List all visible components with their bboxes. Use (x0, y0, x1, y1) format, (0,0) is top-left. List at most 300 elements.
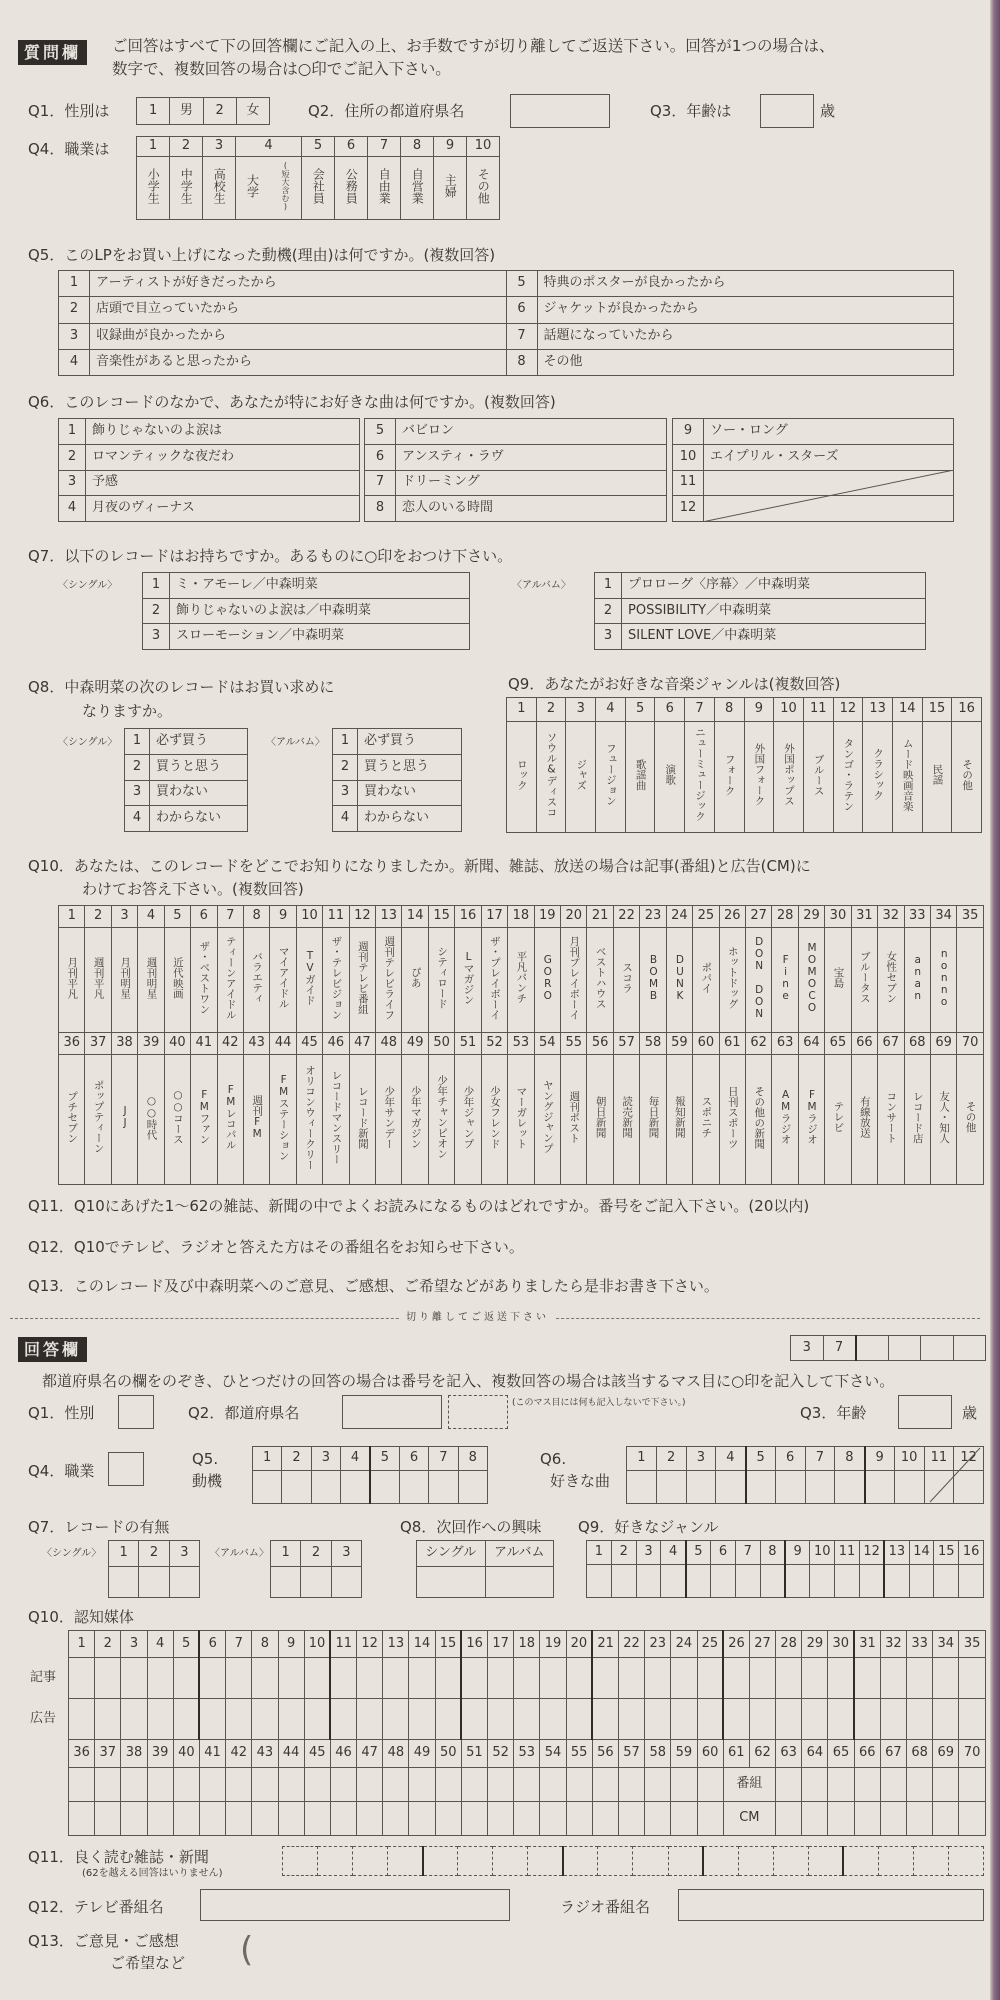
media-num: 7 (217, 906, 243, 928)
grid-cell[interactable] (278, 1699, 304, 1740)
grid-cell[interactable] (835, 1565, 860, 1598)
reading-cell[interactable] (913, 1847, 948, 1876)
grid-cell[interactable] (776, 1699, 802, 1740)
grid-cell[interactable] (671, 1801, 697, 1835)
grid-cell[interactable] (810, 1565, 835, 1598)
media-label-cell (666, 1055, 692, 1185)
code-box[interactable] (856, 1336, 889, 1361)
grid-cell[interactable] (776, 1767, 802, 1801)
grid-cell[interactable] (933, 1699, 959, 1740)
grid-num: 5 (686, 1541, 711, 1565)
sex-answer-box[interactable] (118, 1395, 154, 1429)
reading-cell[interactable] (423, 1847, 458, 1876)
grid-cell[interactable] (330, 1801, 356, 1835)
media-label: ザ・プレイボーイ (488, 935, 501, 1020)
grid-cell[interactable] (169, 1567, 199, 1598)
grid-cell[interactable] (854, 1658, 880, 1699)
q7-num: 1 (595, 573, 622, 599)
grid-num: 37 (95, 1740, 121, 1767)
grid-cell[interactable] (933, 1658, 959, 1699)
grid-cell[interactable] (95, 1801, 121, 1835)
reading-cell[interactable] (808, 1847, 843, 1876)
media-num: 70 (957, 1033, 984, 1055)
grid-cell[interactable] (147, 1767, 173, 1801)
grid-cell[interactable] (488, 1699, 514, 1740)
grid-cell[interactable] (865, 1471, 895, 1504)
grid-cell[interactable] (435, 1767, 461, 1801)
grid-cell[interactable] (514, 1767, 540, 1801)
grid-cell[interactable] (697, 1658, 723, 1699)
grid-cell[interactable] (399, 1471, 428, 1504)
radio-program-field[interactable] (678, 1889, 984, 1921)
q7-title: ミ・アモーレ／中森明菜 (170, 573, 470, 599)
media-label: スポニチ (700, 1096, 713, 1139)
grid-cell[interactable] (357, 1767, 383, 1801)
code-box[interactable] (953, 1336, 986, 1361)
grid-cell[interactable] (383, 1801, 409, 1835)
genre-label: その他 (961, 758, 974, 791)
grid-cell[interactable] (749, 1658, 775, 1699)
grid-cell[interactable] (880, 1801, 906, 1835)
media-num: 60 (693, 1033, 719, 1055)
grid-cell[interactable] (458, 1471, 487, 1504)
grid-cell[interactable] (636, 1565, 661, 1598)
grid-num: 45 (304, 1740, 330, 1767)
job-label: 高校生 (212, 167, 227, 204)
grid-cell[interactable] (959, 1801, 986, 1835)
grid-cell[interactable] (671, 1767, 697, 1801)
grid-cell[interactable] (370, 1471, 399, 1504)
media-num: 10 (296, 906, 322, 928)
genre-label: タンゴ・ラテン (842, 737, 855, 812)
grid-cell[interactable] (383, 1767, 409, 1801)
reading-cell[interactable] (563, 1847, 598, 1876)
a-q6-label: Q6. (540, 1450, 567, 1468)
reading-cell[interactable] (528, 1847, 563, 1876)
grid-cell[interactable] (540, 1801, 566, 1835)
reading-cell[interactable] (283, 1847, 318, 1876)
genre-label: 民謡 (931, 764, 944, 786)
grid-cell[interactable] (697, 1801, 723, 1835)
grid-cell[interactable] (252, 1699, 278, 1740)
grid-cell[interactable] (884, 1565, 909, 1598)
grid-cell[interactable] (880, 1699, 906, 1740)
grid-cell[interactable] (226, 1801, 252, 1835)
grid-cell[interactable] (488, 1801, 514, 1835)
q6-song: 予感 (86, 470, 360, 496)
grid-cell[interactable] (488, 1658, 514, 1699)
grid-cell[interactable] (226, 1699, 252, 1740)
reading-cell[interactable] (773, 1847, 808, 1876)
grid-cell[interactable] (435, 1699, 461, 1740)
media-label: テレビ (832, 1101, 845, 1133)
grid-cell[interactable] (252, 1801, 278, 1835)
media-num: 62 (745, 1033, 771, 1055)
grid-cell[interactable] (304, 1801, 330, 1835)
reading-cell[interactable] (738, 1847, 773, 1876)
grid-num: 32 (880, 1631, 906, 1658)
media-num: 69 (930, 1033, 956, 1055)
grid-cell[interactable] (311, 1471, 340, 1504)
grid-cell[interactable] (661, 1565, 686, 1598)
genre-answer-grid (586, 1540, 984, 1598)
genre-label-cell (863, 722, 893, 833)
code-box[interactable] (921, 1336, 954, 1361)
grid-cell[interactable] (711, 1565, 736, 1598)
a-q5-sub: 動機 (192, 1472, 223, 1490)
code-box[interactable] (888, 1336, 921, 1361)
grid-cell[interactable] (828, 1767, 854, 1801)
grid-cell[interactable] (627, 1471, 657, 1504)
genre-label-cell (655, 722, 685, 833)
a-q11-label: Q11．良く読む雑誌・新聞 (28, 1848, 209, 1866)
grid-cell[interactable] (226, 1658, 252, 1699)
grid-num: 1 (627, 1447, 657, 1471)
reading-cell[interactable] (668, 1847, 703, 1876)
media-label-cell (878, 928, 904, 1033)
media-label-cell (428, 1055, 454, 1185)
grid-cell[interactable] (514, 1658, 540, 1699)
grid-cell[interactable] (880, 1658, 906, 1699)
grid-num: 3 (686, 1447, 716, 1471)
grid-cell[interactable] (618, 1699, 644, 1740)
grid-cell[interactable] (69, 1801, 95, 1835)
grid-num: 57 (618, 1740, 644, 1767)
grid-cell[interactable] (776, 1658, 802, 1699)
grid-cell[interactable] (592, 1699, 618, 1740)
grid-num: 59 (671, 1740, 697, 1767)
q7-num: 2 (595, 598, 622, 624)
grid-cell[interactable] (409, 1801, 435, 1835)
reading-cell[interactable] (353, 1847, 388, 1876)
grid-cell[interactable] (278, 1658, 304, 1699)
media-label-cell (217, 1055, 243, 1185)
grid-cell[interactable] (909, 1565, 934, 1598)
genre-num: 13 (863, 698, 893, 722)
grid-cell[interactable] (933, 1801, 959, 1835)
age-answer-box[interactable] (898, 1395, 952, 1429)
grid-num: 9 (865, 1447, 895, 1471)
genre-num: 14 (892, 698, 922, 722)
grid-cell[interactable] (540, 1767, 566, 1801)
grid-cell[interactable] (301, 1567, 331, 1598)
media-label: ザ・テレビジョン (330, 935, 343, 1020)
reading-cell[interactable] (843, 1847, 878, 1876)
grid-cell[interactable] (199, 1767, 225, 1801)
grid-cell[interactable] (69, 1658, 95, 1699)
grid-cell[interactable] (330, 1699, 356, 1740)
grid-cell[interactable] (461, 1699, 487, 1740)
grid-cell[interactable] (485, 1567, 554, 1598)
reading-cell[interactable] (598, 1847, 633, 1876)
grid-cell[interactable] (735, 1565, 760, 1598)
question-section-badge: 質問欄 (18, 40, 87, 65)
grid-cell[interactable] (199, 1658, 225, 1699)
grid-cell[interactable] (697, 1767, 723, 1801)
grid-cell[interactable] (69, 1767, 95, 1801)
grid-cell[interactable] (671, 1658, 697, 1699)
grid-num: 1 (587, 1541, 612, 1565)
grid-cell[interactable] (880, 1767, 906, 1801)
grid-cell[interactable] (618, 1767, 644, 1801)
media-label: ホットドッグ (726, 946, 739, 1010)
grid-cell[interactable] (109, 1567, 139, 1598)
media-label-cell (191, 928, 217, 1033)
grid-cell[interactable] (95, 1699, 121, 1740)
grid-cell[interactable] (802, 1767, 828, 1801)
grid-cell[interactable] (95, 1767, 121, 1801)
grid-cell[interactable] (686, 1471, 716, 1504)
grid-cell[interactable] (611, 1565, 636, 1598)
grid-label: CM (723, 1801, 775, 1835)
grid-cell[interactable] (147, 1801, 173, 1835)
grid-cell[interactable] (95, 1658, 121, 1699)
grid-cell[interactable] (121, 1699, 147, 1740)
grid-cell[interactable] (749, 1699, 775, 1740)
grid-cell[interactable] (121, 1658, 147, 1699)
grid-cell[interactable] (566, 1801, 592, 1835)
media-label: 週刊テレビライフ (383, 935, 396, 1020)
job-label: 小学生 (146, 167, 161, 204)
grid-cell[interactable] (645, 1801, 671, 1835)
grid-cell[interactable] (760, 1565, 785, 1598)
grid-cell[interactable] (357, 1699, 383, 1740)
grid-cell[interactable] (121, 1767, 147, 1801)
grid-cell[interactable] (461, 1767, 487, 1801)
q6-num: 3 (59, 470, 86, 496)
grid-cell[interactable] (304, 1767, 330, 1801)
grid-num: 9 (785, 1541, 810, 1565)
grid-cell[interactable] (417, 1567, 486, 1598)
q7-num: 3 (595, 624, 622, 650)
grid-cell[interactable] (959, 1767, 986, 1801)
grid-cell[interactable] (173, 1801, 199, 1835)
grid-cell[interactable] (514, 1801, 540, 1835)
genre-label-cell (566, 722, 596, 833)
grid-num: 28 (776, 1631, 802, 1658)
grid-cell[interactable] (716, 1471, 746, 1504)
grid-cell[interactable] (907, 1658, 933, 1699)
media-num: 39 (138, 1033, 164, 1055)
job-label: 大学 (245, 173, 260, 198)
genre-label-cell (714, 722, 744, 833)
grid-cell[interactable] (253, 1471, 282, 1504)
grid-cell[interactable] (566, 1699, 592, 1740)
grid-cell[interactable] (828, 1658, 854, 1699)
job-options (136, 136, 500, 220)
grid-cell[interactable] (461, 1801, 487, 1835)
media-label: 読売新聞 (621, 1096, 634, 1139)
media-label-cell (798, 928, 824, 1033)
genre-label: 外国ポップス (783, 743, 796, 807)
reading-cell[interactable] (318, 1847, 353, 1876)
grid-cell[interactable] (278, 1801, 304, 1835)
grid-cell[interactable] (435, 1658, 461, 1699)
grid-cell[interactable] (383, 1699, 409, 1740)
media-label-cell (851, 1055, 877, 1185)
grid-cell[interactable] (776, 1801, 802, 1835)
media-label-cell (376, 1055, 402, 1185)
grid-cell[interactable] (173, 1767, 199, 1801)
grid-cell[interactable] (435, 1801, 461, 1835)
grid-cell[interactable] (540, 1699, 566, 1740)
grid-cell[interactable] (854, 1767, 880, 1801)
reading-cell[interactable] (948, 1847, 983, 1876)
media-label-cell (904, 1055, 930, 1185)
genre-label-cell (922, 722, 952, 833)
job-answer-box[interactable] (108, 1452, 144, 1486)
q8-num: 4 (125, 806, 150, 832)
media-num: 52 (481, 1033, 507, 1055)
grid-cell[interactable] (907, 1801, 933, 1835)
grid-cell[interactable] (592, 1767, 618, 1801)
grid-cell[interactable] (805, 1471, 835, 1504)
grid-cell[interactable] (147, 1658, 173, 1699)
reading-cell[interactable] (633, 1847, 668, 1876)
grid-cell[interactable] (331, 1567, 361, 1598)
grid-cell[interactable] (828, 1699, 854, 1740)
grid-cell[interactable] (907, 1699, 933, 1740)
grid-cell[interactable] (173, 1658, 199, 1699)
grid-cell[interactable] (854, 1801, 880, 1835)
grid-cell[interactable] (69, 1699, 95, 1740)
grid-cell[interactable] (330, 1658, 356, 1699)
grid-cell[interactable] (854, 1699, 880, 1740)
grid-cell[interactable] (252, 1658, 278, 1699)
a-q7-label: Q7．レコードの有無 (28, 1518, 170, 1536)
reading-cell[interactable] (703, 1847, 738, 1876)
grid-cell[interactable] (775, 1471, 805, 1504)
q6-num: 6 (365, 444, 396, 470)
grid-cell[interactable] (514, 1699, 540, 1740)
q5-option: 特典のポスターが良かったから (537, 271, 954, 297)
grid-cell[interactable] (802, 1801, 828, 1835)
media-label: コンサート (885, 1090, 898, 1144)
q8-album-options (332, 728, 462, 832)
reading-cell[interactable] (878, 1847, 913, 1876)
grid-cell[interactable] (618, 1658, 644, 1699)
grid-cell[interactable] (429, 1471, 458, 1504)
media-num: 11 (323, 906, 349, 928)
grid-cell[interactable] (271, 1567, 301, 1598)
grid-cell[interactable] (226, 1767, 252, 1801)
grid-cell[interactable] (933, 1767, 959, 1801)
grid-cell[interactable] (121, 1801, 147, 1835)
grid-cell[interactable] (147, 1699, 173, 1740)
grid-cell[interactable] (746, 1471, 776, 1504)
grid-num: 56 (592, 1740, 618, 1767)
grid-cell[interactable] (592, 1801, 618, 1835)
tv-program-field[interactable] (200, 1889, 510, 1921)
motive-answer-grid (252, 1446, 488, 1504)
grid-cell[interactable] (357, 1801, 383, 1835)
grid-cell[interactable] (859, 1565, 884, 1598)
grid-cell[interactable] (934, 1565, 959, 1598)
grid-cell[interactable] (409, 1699, 435, 1740)
grid-cell[interactable] (341, 1471, 370, 1504)
grid-cell[interactable] (828, 1801, 854, 1835)
grid-cell[interactable] (959, 1565, 984, 1598)
grid-cell[interactable] (173, 1699, 199, 1740)
q5-options (58, 270, 954, 376)
grid-cell[interactable] (252, 1767, 278, 1801)
grid-cell[interactable] (304, 1658, 330, 1699)
q7-label: Q7．以下のレコードはお持ちですか。あるものに○印をおつけ下さい。 (28, 547, 513, 565)
media-label-cell (402, 928, 428, 1033)
grid-cell[interactable] (461, 1658, 487, 1699)
q6-label: Q6．このレコードのなかで、あなたが特にお好きな曲は何ですか。(複数回答) (28, 393, 556, 411)
media-label: ベストハウス (594, 946, 607, 1010)
grid-num: 38 (121, 1740, 147, 1767)
media-label-cell (243, 928, 269, 1033)
grid-cell[interactable] (835, 1471, 865, 1504)
grid-cell[interactable] (592, 1658, 618, 1699)
reading-cell[interactable] (388, 1847, 423, 1876)
genre-label-cell (892, 722, 922, 833)
grid-cell[interactable] (357, 1658, 383, 1699)
grid-cell[interactable] (645, 1699, 671, 1740)
media-label-cell (930, 1055, 956, 1185)
grid-cell[interactable] (566, 1658, 592, 1699)
reading-cell[interactable] (493, 1847, 528, 1876)
genre-label-cell (625, 722, 655, 833)
media-label-cell (587, 1055, 613, 1185)
grid-cell[interactable] (645, 1767, 671, 1801)
grid-cell[interactable] (199, 1699, 225, 1740)
grid-cell[interactable] (802, 1658, 828, 1699)
grid-cell[interactable] (587, 1565, 612, 1598)
grid-cell[interactable] (959, 1658, 986, 1699)
grid-cell[interactable] (697, 1699, 723, 1740)
grid-cell[interactable] (278, 1767, 304, 1801)
grid-cell[interactable] (282, 1471, 311, 1504)
a-q7-single-tag: 〈シングル〉 (42, 1548, 102, 1559)
grid-cell[interactable] (488, 1767, 514, 1801)
grid-cell[interactable] (618, 1801, 644, 1835)
grid-cell[interactable] (907, 1767, 933, 1801)
prefecture-answer-box[interactable] (342, 1395, 442, 1429)
grid-cell[interactable] (566, 1767, 592, 1801)
grid-cell[interactable] (959, 1699, 986, 1740)
media-num: 65 (825, 1033, 851, 1055)
grid-cell[interactable] (645, 1658, 671, 1699)
grid-cell[interactable] (802, 1699, 828, 1740)
grid-cell[interactable] (671, 1699, 697, 1740)
grid-cell[interactable] (383, 1658, 409, 1699)
media-label-cell (323, 1055, 349, 1185)
grid-cell[interactable] (139, 1567, 169, 1598)
grid-cell[interactable] (330, 1767, 356, 1801)
grid-cell[interactable] (304, 1699, 330, 1740)
q6-song: ソー・ロング (704, 419, 954, 445)
genre-label: フォーク (723, 753, 736, 796)
grid-cell[interactable] (540, 1658, 566, 1699)
media-label-cell (85, 1055, 111, 1185)
reading-cell[interactable] (458, 1847, 493, 1876)
grid-cell[interactable] (723, 1699, 749, 1740)
grid-cell[interactable] (656, 1471, 686, 1504)
grid-cell[interactable] (409, 1767, 435, 1801)
grid-cell[interactable] (686, 1565, 711, 1598)
grid-cell[interactable] (199, 1801, 225, 1835)
grid-cell[interactable] (409, 1658, 435, 1699)
grid-cell[interactable] (785, 1565, 810, 1598)
grid-cell[interactable] (894, 1471, 924, 1504)
comment-field[interactable] (256, 1928, 984, 1980)
grid-num: 25 (697, 1631, 723, 1658)
code-box: 7 (823, 1336, 856, 1361)
grid-cell[interactable] (723, 1658, 749, 1699)
